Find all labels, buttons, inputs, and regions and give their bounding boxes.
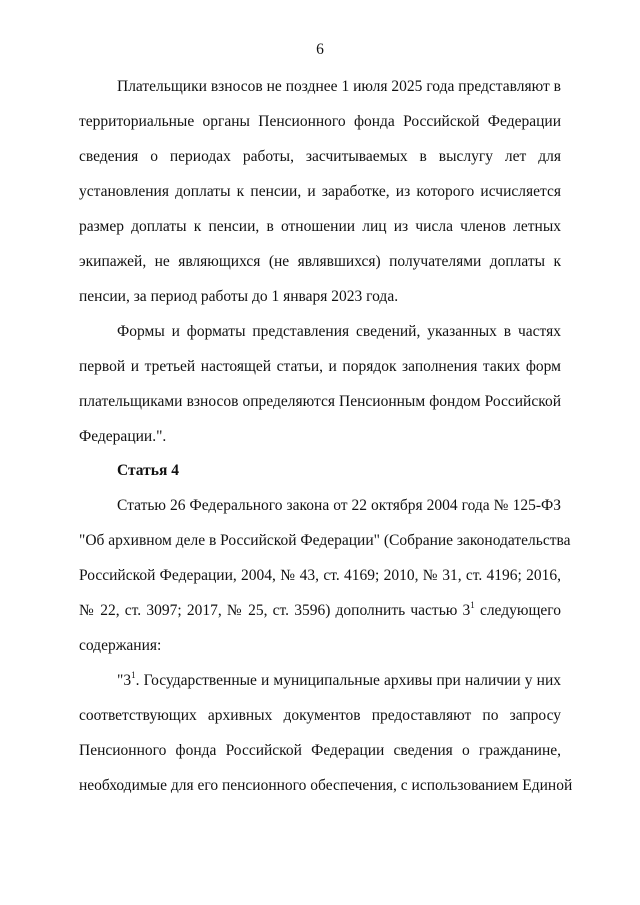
paragraph-line: соответствующих архивных документов предоставляют по запросу [79,707,561,724]
paragraph-line: Статью 26 Федерального закона от 22 октября 2004 года № 125-ФЗ [117,497,561,514]
paragraph-line: необходимые для его пенсионного обеспечения, с использованием Единой [79,777,573,794]
page-number: 6 [316,41,324,58]
paragraph-line [79,599,561,620]
paragraph-line: установления доплаты к пенсии, и заработке, из которого исчисляется [79,183,561,200]
paragraph-line: плательщиками взносов определяются Пенсионным фондом Российской [79,393,561,410]
superscript: 1 [470,599,475,610]
paragraph-line-text: № 22, ст. 3097; 2017, № 25, ст. 3596) дополнить частью 3 [79,602,471,619]
superscript: 1 [131,669,136,680]
paragraph-line: сведения о периодах работы, засчитываемых в выслугу лет для [79,148,561,165]
paragraph-line: Федерации.". [79,428,167,445]
quote-prefix: "3 [117,672,132,689]
paragraph-line: территориальные органы Пенсионного фонда Российской Федерации [79,113,561,130]
paragraph-line-text: . Государственные и муниципальные архивы при наличии у них [135,672,561,689]
paragraph-line [117,669,561,690]
paragraph-line: пенсии, за период работы до 1 января 2023 года. [79,288,399,305]
paragraph-line: Пенсионного фонда Российской Федерации сведения о гражданине, [79,742,561,759]
article-heading: Статья 4 [117,462,179,479]
paragraph-line: Формы и форматы представления сведений, указанных в частях [117,323,561,340]
paragraph-line: экипажей, не являющихся (не являвшихся) получателями доплаты к [79,253,561,270]
paragraph-line: содержания: [79,637,162,654]
paragraph-line: первой и третьей настоящей статьи, и порядок заполнения таких форм [79,358,561,375]
paragraph-line: размер доплаты к пенсии, в отношении лиц из числа членов летных [79,218,561,235]
paragraph-line-tail: следующего [474,602,561,619]
paragraph-line: Российской Федерации, 2004, № 43, ст. 4169; 2010, № 31, ст. 4196; 2016, [79,567,561,584]
paragraph-line: Плательщики взносов не позднее 1 июля 2025 года представляют в [117,78,561,95]
paragraph-line: "Об архивном деле в Российской Федерации" (Собрание законодательства [79,532,571,549]
